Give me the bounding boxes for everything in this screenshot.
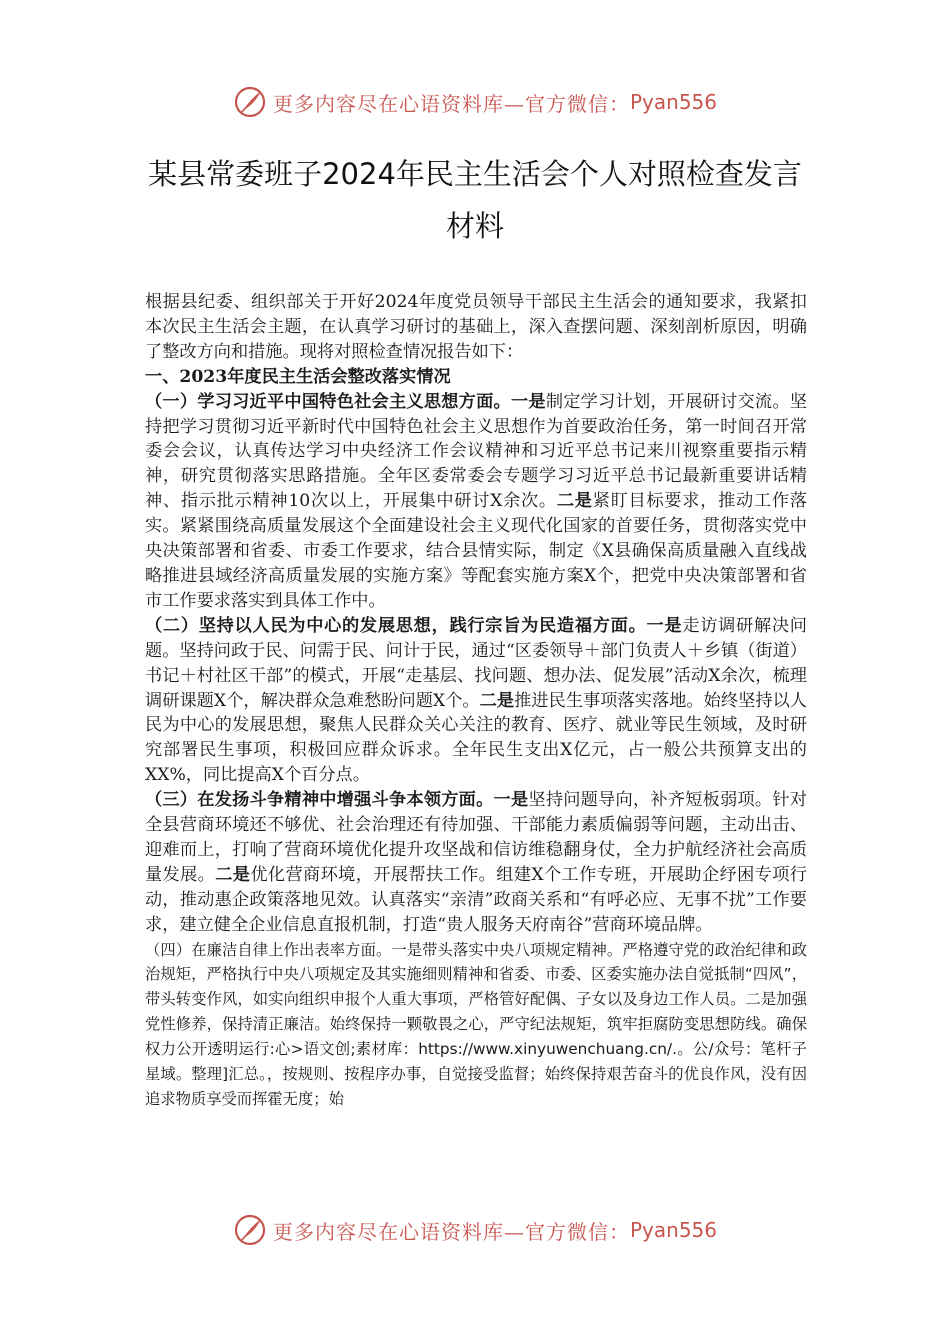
p3-marker-1: 一是 bbox=[493, 790, 529, 811]
p1-text-1: 制定学习计划，开展研讨交流。坚持把学习贯彻习近平新时代中国特色社会主义思想作为首要政治任务，第一时间召开常委会会议，认真传达学习中央经济工作会议精神和习近平总书记来川视察重要指示精神，研究贯彻落实思路措施。全年区委常委会专题学习习近平总书记最新重要讲话精神、指示批示精神10次以上，开展集中研讨X余次。 bbox=[145, 391, 807, 512]
p1-text-2: 紧盯目标要求，推动工作落实。紧紧围绕高质量发展这个全面建设社会主义现代化国家的首要任务，贯彻落实党中央决策部署和省委、市委工作要求，结合县情实际，制定《X县确保高质量融入直线战略推进县域经济高质量发展的实施方案》等配套实施方案X个，把党中央决策部署和省市工作要求落实到具体工作中。 bbox=[145, 491, 807, 611]
p1-marker-2: 二是 bbox=[556, 491, 593, 512]
footer-banner bbox=[0, 1210, 950, 1250]
header-banner bbox=[0, 82, 950, 122]
p2-text-2: 推进民生事项落实落地。始终坚持以人民为中心的发展思想，聚焦人民群众关心关注的教育、医疗、就业等民生领域，及时研究部署民生事项，积极回应群众诉求。全年民生支出X亿元，占一般公共预算支出的XX%，同比提高X个百分点。 bbox=[145, 690, 807, 786]
paragraph-3 bbox=[145, 788, 807, 937]
intro-paragraph: 根据县纪委、组织部关于开好2024年度党员领导干部民主生活会的通知要求，我紧扣本次民主生活会主题，在认真学习研讨的基础上，深入查摆问题、深刻剖析原因，明确了整改方向和措施。现将对照检查情况报告如下： bbox=[145, 292, 807, 362]
feather-pen-logo-icon bbox=[233, 1213, 267, 1247]
paragraph-1 bbox=[145, 390, 807, 614]
banner-text: 更多内容尽在心语资料库—官方微信： bbox=[272, 1219, 630, 1244]
p1-heading: （一）学习习近平中国特色社会主义思想方面。 bbox=[145, 391, 511, 412]
p3-heading: （三）在发扬斗争精神中增强斗争本领方面。 bbox=[145, 790, 494, 811]
p3-text-2: 优化营商环境，开展帮扶工作。组建X个工作专班，开展助企纾困专项行动，推动惠企政策落地见效。认真落实“亲清”政商关系和“有呼必应、无事不扰”工作要求，建立健全企业信息直报机制，打造“贵人服务天府南谷”营商环境品牌。 bbox=[145, 864, 807, 935]
p3-text-1: 坚持问题导向，补齐短板弱项。针对全县营商环境还不够优、社会治理还有待加强、干部能力素质偏弱等问题，主动出击、迎难而上，打响了营商环境优化提升攻坚战和信访维稳翻身仗，全力护航经济社会高质量发展。 bbox=[145, 790, 807, 885]
banner-wechat-id: Pyan556 bbox=[629, 90, 717, 114]
section1-heading: 一、2023年度民主生活会整改落实情况 bbox=[145, 366, 451, 387]
title-line-1: 某县常委班子2024年民主生活会个人对照检查发言 bbox=[148, 157, 802, 191]
p3-marker-2: 二是 bbox=[215, 864, 251, 885]
banner-text: 更多内容尽在心语资料库—官方微信： bbox=[272, 91, 630, 116]
paragraph-4: （四）在廉洁自律上作出表率方面。一是带头落实中央八项规定精神。严格遵守党的政治纪律和政治规矩，严格执行中央八项规定及其实施细则精神和省委、市委、区委实施办法自觉抵制“四风”，带头转变作风，如实向组织申报个人重大事项，严格管好配偶、子女以及身边工作人员。二是加强党性修养，保持清正廉洁。始终保持一颗敬畏之心，严守纪法规矩，筑牢拒腐防变思想防线。确保权力公开透明运行:心>语文创;素材库：https://www.xinyuwenchuang.cn/.。公/众号：笔杆子星域。整理]汇总。，按规则、按程序办事，自觉接受监督；始终保持艰苦奋斗的优良作风，没有因追求物质享受而挥霍无度；始 bbox=[145, 940, 807, 1108]
document-title bbox=[100, 148, 850, 252]
p2-heading: （二）坚持以人民为中心的发展思想，践行宗旨为民造福方面。 bbox=[145, 615, 647, 636]
p2-marker-2: 二是 bbox=[479, 690, 515, 711]
p1-marker-1: 一是 bbox=[510, 391, 546, 412]
document-body bbox=[145, 290, 807, 1112]
p2-marker-1: 一是 bbox=[646, 615, 683, 636]
p2-text-1: 走访调研解决问题。坚持问政于民、问需于民、问计于民，通过“区委领导＋部门负责人＋乡镇（街道）书记＋村社区干部”的模式，开展“走基层、找问题、想办法、促发展”活动X余次，梳理调研课题X个，解决群众急难愁盼问题X个。 bbox=[145, 615, 807, 711]
title-line-2: 材料 bbox=[445, 209, 504, 243]
section-heading bbox=[145, 365, 807, 390]
banner-wechat-id: Pyan556 bbox=[629, 1218, 717, 1242]
paragraph-2 bbox=[145, 614, 807, 788]
feather-pen-logo-icon bbox=[233, 85, 267, 119]
